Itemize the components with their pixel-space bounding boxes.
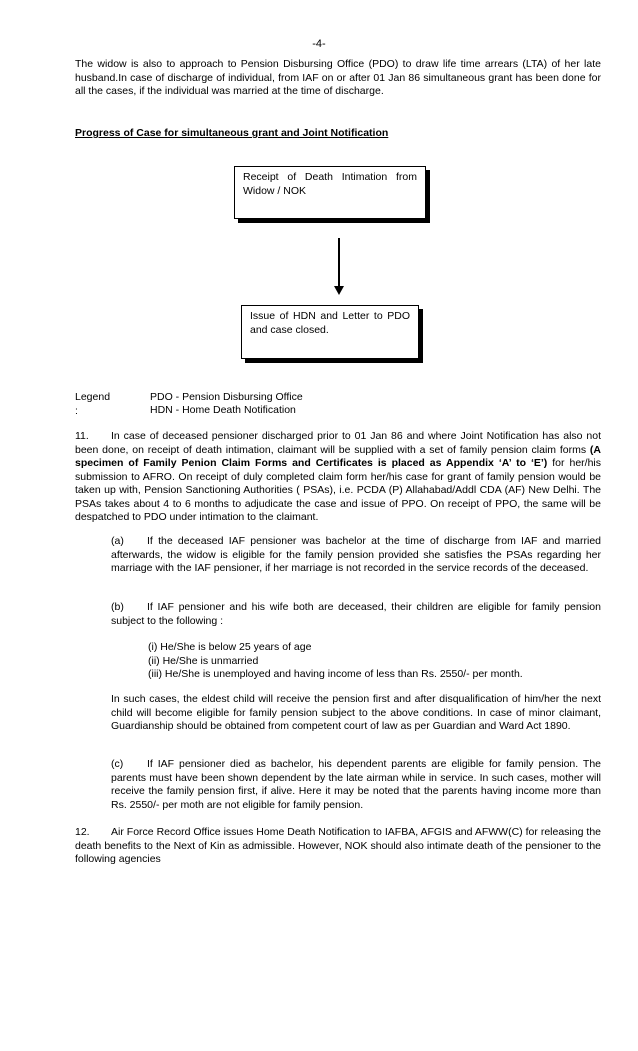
- flow-arrow-head: [334, 286, 344, 295]
- sub-paragraph-a-label: (a): [111, 535, 124, 547]
- paragraph-12-text: Air Force Record Office issues Home Death Notification to IAFBA, AFGIS and AFWW(C) for releasing the death benefits to the Next of Kin as admissible. However, NOK should also intimate death of the pensioner to the following agencies: [75, 826, 601, 865]
- paragraph-11-text-b: for her/his submission to AFRO. On receipt of duly completed claim form her/his case for grant of family pension would be taken up with, Pension Sanctioning Authorities ( PSAs), i.e. PCDA (P) Allahabad/Addl CDA (AF) New Delhi. The PSAs takes about 4 to 6 months to adjudicate the case and issue of PPO. On receipt of PPO, the same will be despatched to PDO under intimation to the claimant.: [75, 457, 601, 523]
- flow-box-death-intimation-text: Receipt of Death Intimation from Widow / NOK: [243, 171, 417, 197]
- section-heading: Progress of Case for simultaneous grant and Joint Notification: [75, 127, 389, 139]
- paragraph-12: [75, 826, 601, 867]
- paragraph-11: [75, 430, 601, 525]
- sub-paragraph-b: [111, 601, 601, 628]
- sub-paragraph-c-text: If IAF pensioner died as bachelor, his dependent parents are eligible for family pension. The parents must have been shown dependent by the late airman while in service. In such cases, mother will receive the family pension first, if alive. Here it may be noted that the parents having income more than Rs. 2550/- per moth are not eligible for family pension.: [111, 758, 601, 811]
- flow-arrow-line: [338, 238, 340, 290]
- legend-item-hdn: HDN - Home Death Notification: [150, 404, 296, 416]
- paragraph-11-number: 11.: [75, 430, 89, 442]
- paragraph-12-number: 12.: [75, 826, 90, 838]
- sub-paragraph-b-text: If IAF pensioner and his wife both are deceased, their children are eligible for family pension subject to the following :: [111, 601, 601, 627]
- flow-box-hdn-issue-text: Issue of HDN and Letter to PDO and case closed.: [250, 310, 410, 336]
- paragraph-11-text-a: In case of deceased pensioner discharged prior to 01 Jan 86 and where Joint Notification has also not been done, on receipt of death intimation, claimant will be supplied with a set of family pension claim forms: [75, 430, 601, 456]
- flow-box-hdn-issue: [241, 305, 419, 359]
- flow-box-death-intimation: [234, 166, 426, 219]
- such-cases-paragraph: In such cases, the eldest child will receive the pension first and after disqualification of him/her the next child will become eligible for family pension subject to the above conditions. In case of minor claimant, Guardianship should be obtained from competent court of law as per Guardian and Ward Act 1890.: [111, 693, 601, 732]
- condition-item: (i) He/She is below 25 years of age: [148, 641, 312, 653]
- legend-item-pdo: PDO - Pension Disbursing Office: [150, 391, 303, 403]
- conditions-list: [148, 641, 601, 682]
- condition-item: (iii) He/She is unemployed and having income of less than Rs. 2550/- per month.: [148, 668, 523, 680]
- sub-paragraph-a: [111, 535, 601, 576]
- sub-paragraph-a-text: If the deceased IAF pensioner was bachelor at the time of discharge from IAF and married afterwards, the widow is eligible for the family pension provided she satisfies the PSAs regarding her marriage with the IAF pensioner, if her marriage is not recorded in the service records of the deceased.: [111, 535, 601, 574]
- legend-label: Legend :: [75, 391, 111, 417]
- condition-item: (ii) He/She is unmarried: [148, 654, 259, 667]
- paragraph-11-appendix-ref: (A specimen of Family Penion Claim Forms and Certificates is placed as Appendix ‘A’ to ‘E’): [75, 443, 601, 469]
- intro-paragraph: The widow is also to approach to Pension Disbursing Office (PDO) to draw life time arrears (LTA) of her late husband.In case of discharge of individual, from IAF on or after 01 Jan 86 simultaneous grant has been done for all the cases, if the individual was married at the time of discharge.: [75, 58, 601, 97]
- sub-paragraph-c: [111, 758, 601, 812]
- sub-paragraph-b-label: (b): [111, 601, 124, 613]
- sub-paragraph-c-label: (c): [111, 758, 124, 770]
- page-number: -4-: [312, 38, 326, 50]
